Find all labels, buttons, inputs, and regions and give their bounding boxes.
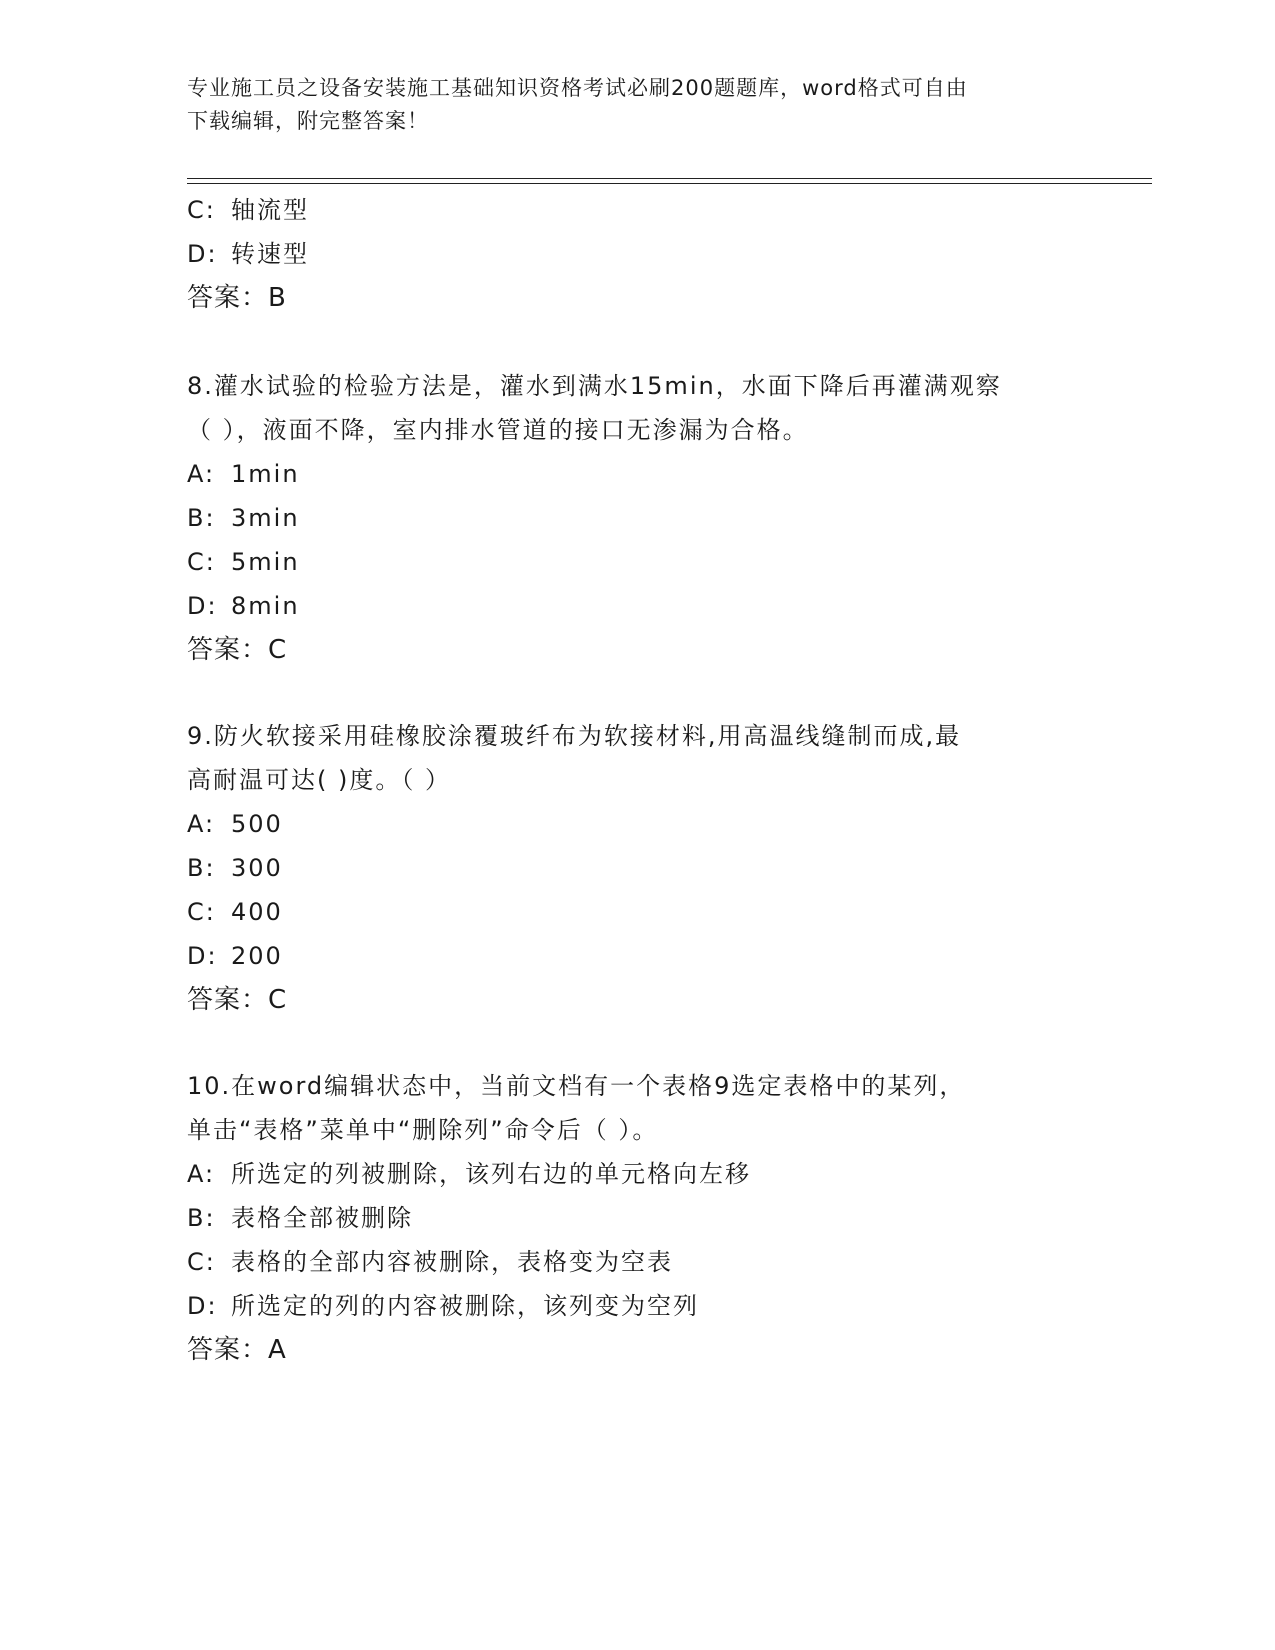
header-line-2: 下载编辑，附完整答案！ bbox=[187, 109, 429, 133]
q9-option-c: C: 400 bbox=[187, 898, 283, 926]
q7-option-c: C: 轴流型 bbox=[187, 196, 309, 224]
q8-option-c: C: 5min bbox=[187, 548, 300, 576]
q9-option-a: A: 500 bbox=[187, 810, 283, 838]
q10-option-a: A: 所选定的列被删除，该列右边的单元格向左移 bbox=[187, 1160, 751, 1188]
header-rule-top bbox=[187, 178, 1152, 179]
q9-answer: 答案：C bbox=[187, 985, 288, 1015]
q10-stem-line-2: 单击“表格”菜单中“删除列”命令后（ ）。 bbox=[187, 1116, 659, 1144]
document-header bbox=[187, 72, 1067, 138]
header-rule-bottom bbox=[187, 183, 1152, 184]
q10-stem-line-1: 10.在word编辑状态中，当前文档有一个表格9选定表格中的某列， bbox=[187, 1072, 966, 1100]
q10-answer: 答案：A bbox=[187, 1335, 287, 1365]
q8-stem-line-2: （ ），液面不降，室内排水管道的接口无渗漏为合格。 bbox=[187, 416, 809, 444]
q7-option-d: D: 转速型 bbox=[187, 240, 309, 268]
q8-stem-line-1: 8.灌水试验的检验方法是，灌水到满水15min，水面下降后再灌满观察 bbox=[187, 372, 1002, 400]
q8-option-a: A: 1min bbox=[187, 460, 300, 488]
q9-option-d: D: 200 bbox=[187, 942, 283, 970]
q8-option-d: D: 8min bbox=[187, 592, 300, 620]
q8-answer: 答案：C bbox=[187, 635, 288, 665]
q8-option-b: B: 3min bbox=[187, 504, 300, 532]
q10-option-d: D: 所选定的列的内容被删除，该列变为空列 bbox=[187, 1292, 699, 1320]
q7-answer: 答案：B bbox=[187, 283, 287, 313]
q10-option-b: B: 表格全部被删除 bbox=[187, 1204, 413, 1232]
q9-stem-line-2: 高耐温可达( )度。（ ） bbox=[187, 766, 451, 794]
q9-stem-line-1: 9.防火软接采用硅橡胶涂覆玻纤布为软接材料,用高温线缝制而成,最 bbox=[187, 722, 962, 750]
header-line-1: 专业施工员之设备安装施工基础知识资格考试必刷200题题库，word格式可自由 bbox=[187, 76, 968, 100]
q10-option-c: C: 表格的全部内容被删除，表格变为空表 bbox=[187, 1248, 673, 1276]
q9-option-b: B: 300 bbox=[187, 854, 283, 882]
